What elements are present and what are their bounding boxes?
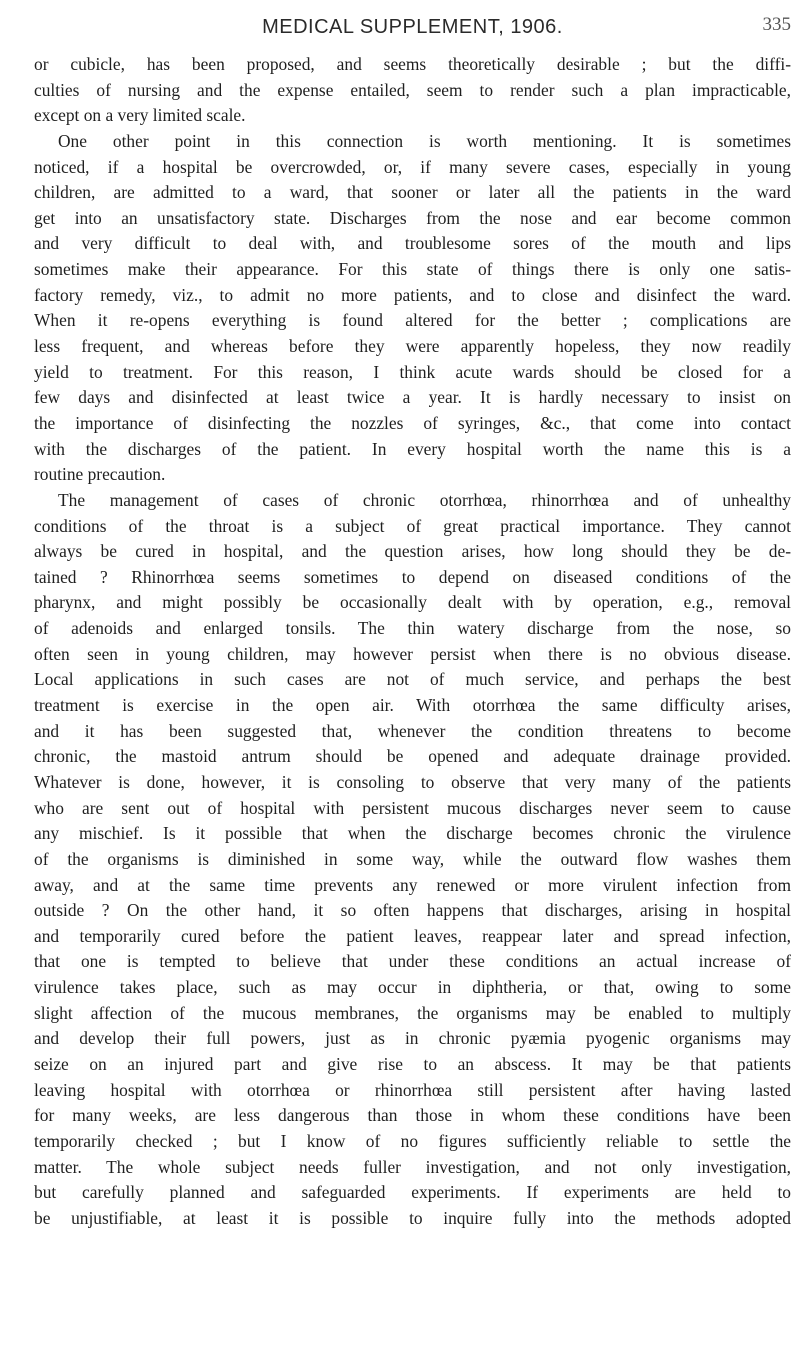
text-line: that one is tempted to believe that under these conditions an actual increase of (34, 951, 791, 972)
text-line: matter. The whole subject needs fuller investigation, and not only investigation, (34, 1156, 791, 1177)
text-line: virulence takes place, such as may occur in diphtheria, or that, owing to some (34, 977, 791, 998)
text-line: factory remedy, viz., to admit no more patients, and to close and disinfect the ward. (34, 284, 791, 305)
text-line: with the discharges of the patient. In every hospital worth the name this is a (34, 438, 791, 459)
text-line: outside ? On the other hand, it so often happens that discharges, arising in hospital (34, 900, 791, 921)
body-text (34, 52, 791, 1231)
text-line: One other point in this connection is worth mentioning. It is sometimes (58, 130, 791, 151)
text-line: few days and disinfected at least twice a year. It is hardly necessary to insist on (34, 387, 791, 408)
text-line: tained ? Rhinorrhœa seems sometimes to depend on diseased conditions of the (34, 566, 791, 587)
text-line: but carefully planned and safeguarded experiments. If experiments are held to (34, 1182, 791, 1203)
page-number: 335 (762, 14, 791, 35)
text-line: chronic, the mastoid antrum should be opened and adequate drainage provided. (34, 746, 791, 767)
text-line: conditions of the throat is a subject of great practical importance. They cannot (34, 515, 791, 536)
text-line: children, are admitted to a ward, that sooner or later all the patients in the ward (34, 182, 791, 203)
text-line: The management of cases of chronic otorrhœa, rhinorrhœa and of unhealthy (58, 489, 791, 510)
text-line: and very difficult to deal with, and troublesome sores of the mouth and lips (34, 233, 791, 254)
text-line: get into an unsatisfactory state. Discharges from the nose and ear become common (34, 207, 791, 228)
text-line: and it has been suggested that, whenever the condition threatens to become (34, 720, 791, 741)
text-line: sometimes make their appearance. For this state of things there is only one satis- (34, 259, 791, 280)
text-line: any mischief. Is it possible that when the discharge becomes chronic the virulence (34, 823, 791, 844)
text-line: always be cured in hospital, and the question arises, how long should they be de- (34, 541, 791, 562)
text-line: culties of nursing and the expense entailed, seem to render such a plan impracticable, (34, 79, 791, 100)
text-line: of adenoids and enlarged tonsils. The thin watery discharge from the nose, so (34, 618, 791, 639)
text-line: leaving hospital with otorrhœa or rhinorrhœa still persistent after having lasted (34, 1079, 791, 1100)
text-line: noticed, if a hospital be overcrowded, or, if many severe cases, especially in young (34, 156, 791, 177)
running-head (34, 6, 791, 46)
text-line: of the organisms is diminished in some way, while the outward flow washes them (34, 848, 791, 869)
text-line: often seen in young children, may however persist when there is no obvious disease. (34, 643, 791, 664)
text-line: routine precaution. (34, 464, 166, 485)
text-line: and temporarily cured before the patient leaves, reappear later and spread infection, (34, 925, 791, 946)
text-line: except on a very limited scale. (34, 105, 246, 126)
text-line: slight affection of the mucous membranes, the organisms may be enabled to multiply (34, 1002, 791, 1023)
text-line: yield to treatment. For this reason, I think acute wards should be closed for a (34, 361, 791, 382)
text-line: or cubicle, has been proposed, and seems theoretically desirable ; but the diffi- (34, 54, 791, 74)
text-line: pharynx, and might possibly be occasionally dealt with by operation, e.g., removal (34, 592, 791, 613)
running-title: MEDICAL SUPPLEMENT, 1906. (262, 16, 563, 38)
text-line: away, and at the same time prevents any renewed or more virulent infection from (34, 874, 791, 895)
text-line: temporarily checked ; but I know of no figures sufficiently reliable to settle the (34, 1130, 791, 1151)
text-line: and develop their full powers, just as in chronic pyæmia pyogenic organisms may (34, 1028, 791, 1049)
text-line: the importance of disinfecting the nozzles of syringes, &c., that come into contact (34, 412, 791, 433)
text-line: Whatever is done, however, it is consoling to observe that very many of the patients (34, 771, 791, 792)
text-line: Local applications in such cases are not of much service, and perhaps the best (34, 669, 791, 690)
text-line: for many weeks, are less dangerous than those in whom these conditions have been (34, 1105, 791, 1126)
text-line: who are sent out of hospital with persistent mucous discharges never seem to cause (34, 797, 791, 818)
text-line: When it re-opens everything is found altered for the better ; complications are (34, 310, 791, 331)
text-line: less frequent, and whereas before they were apparently hopeless, they now readily (34, 336, 791, 357)
text-line: treatment is exercise in the open air. With otorrhœa the same difficulty arises, (34, 695, 791, 716)
text-line: be unjustifiable, at least it is possible to inquire fully into the methods adopted (34, 1207, 791, 1228)
text-line: seize on an injured part and give rise to an abscess. It may be that patients (34, 1053, 791, 1074)
